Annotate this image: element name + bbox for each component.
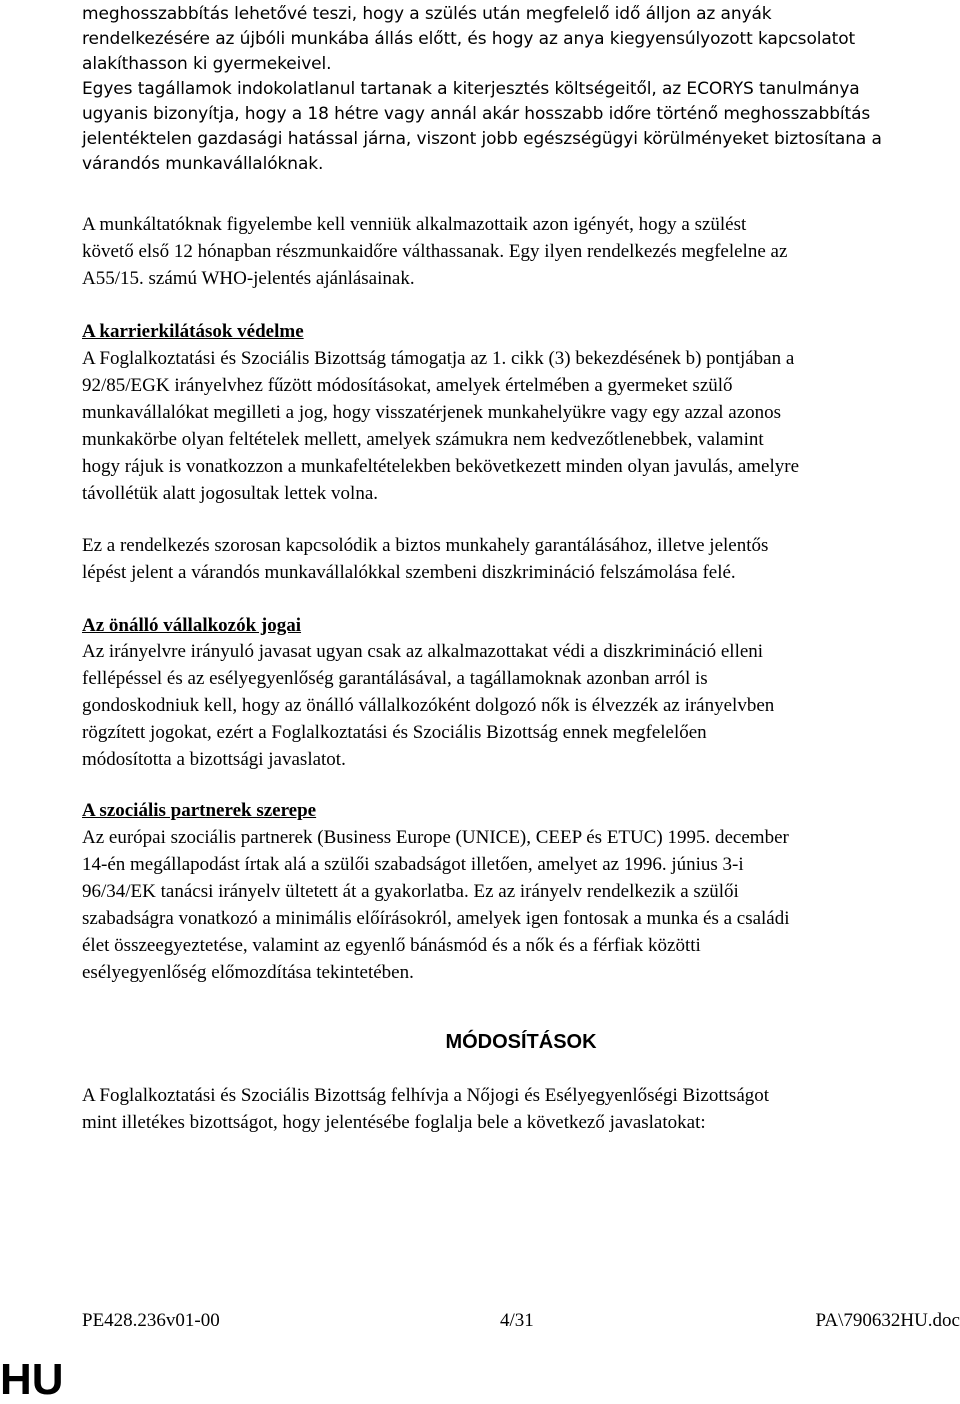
paragraph-1: meghosszabbítás lehetővé teszi, hogy a szülés után megfelelő idő álljon az anyák rendelkezésére az újbóli munkába állás előtt, és hogy az anya kiegyensúlyozott kapcsolatot alakíthasson ki gyermekeivel. — [82, 4, 856, 74]
footer-doc-ref: PE428.236v01-00 — [82, 1310, 220, 1331]
section-title-amendments: MÓDOSÍTÁSOK — [445, 1031, 597, 1053]
paragraph-8: A Foglalkoztatási és Szociális Bizottság felhívja a Nőjogi és Esélyegyenlőségi Bizottságot mint illetékes bizottságot, hogy jelentésébe foglalja bele a következő javaslatokat: — [82, 1085, 770, 1133]
language-code: HU — [0, 1355, 64, 1404]
paragraph-6: Az irányelvre irányuló javasat ugyan csak az alkalmazottakat védi a diszkrimináció elleni fellépéssel és az esélyegyenlőség garantálásával, a tagállamoknak azonban arról is gondoskodniuk kell, hogy az önálló vállalkozóként dolgozó nők is élvezzék az irányelvben rögzített jogokat, ezért a Foglalkoztatási és Szociális Bizottság ennek megfelelően módosította a bizottsági javaslatot. — [82, 641, 775, 770]
paragraph-3: A munkáltatóknak figyelembe kell venniük alkalmazottaik azon igényét, hogy a szülést követő első 12 hónapban részmunkaidőre válthassanak. Egy ilyen rendelkezés megfelelne az A55/15. számú WHO-jelentés ajánlásainak. — [82, 214, 788, 289]
heading-self-employed: Az önálló vállalkozók jogai — [82, 615, 302, 636]
page-footer — [82, 1310, 960, 1340]
paragraph-5: Ez a rendelkezés szorosan kapcsolódik a biztos munkahely garantálásához, illetve jelentős lépést jelent a várandós munkavállalókkal szembeni diszkrimináció felszámolása felé. — [82, 535, 769, 583]
footer-file-name: PA\790632HU.doc — [815, 1310, 960, 1331]
footer-page-number: 4/31 — [500, 1310, 534, 1331]
paragraph-4: A Foglalkoztatási és Szociális Bizottság támogatja az 1. cikk (3) bekezdésének b) pontjában a 92/85/EGK irányelvhez fűzött módosításokat, amelyek értelmében a gyermeket szülő munkavállalókat megilleti a jog, hogy visszatérjenek munkahelyükre vagy egy azzal azonos munkakörbe olyan feltételek mellett, amelyek számukra nem kedvezőtlenebbek, valamint hogy rájuk is vonatkozzon a munkafeltételekben bekövetkezett minden olyan javulás, amelyre távollétük alatt jogosultak lettek volna. — [82, 348, 799, 504]
paragraph-2: Egyes tagállamok indokolatlanul tartanak a kiterjesztés költségeitől, az ECORYS tanulmánya ugyanis bizonyítja, hogy a 18 hétre vagy annál akár hosszabb időre történő meghosszabbítás jelentéktelen gazdasági hatással járna, viszont jobb egészségügyi körülményeket biztosítana a várandós munkavállalóknak. — [82, 79, 882, 174]
paragraph-7: Az európai szociális partnerek (Business Europe (UNICE), CEEP és ETUC) 1995. december 14-én megállapodást írtak alá a szülői szabadságot illetően, amelyet az 1996. június 3-i 96/34/EK tanácsi irányelv ültetett át a gyakorlatba. Ez az irányelv rendelkezik a szülői szabadságra vonatkozó a minimális előírásokról, amelyek igen fontosak a munka és a családi élet összeegyeztetése, valamint az egyenlő bánásmód és a nők és a férfiak közötti esélyegyenlőség előmozdítása tekintetében. — [82, 827, 790, 983]
heading-social-partners: A szociális partnerek szerepe — [82, 800, 317, 821]
heading-career-prospects: A karrierkilátások védelme — [82, 321, 304, 342]
